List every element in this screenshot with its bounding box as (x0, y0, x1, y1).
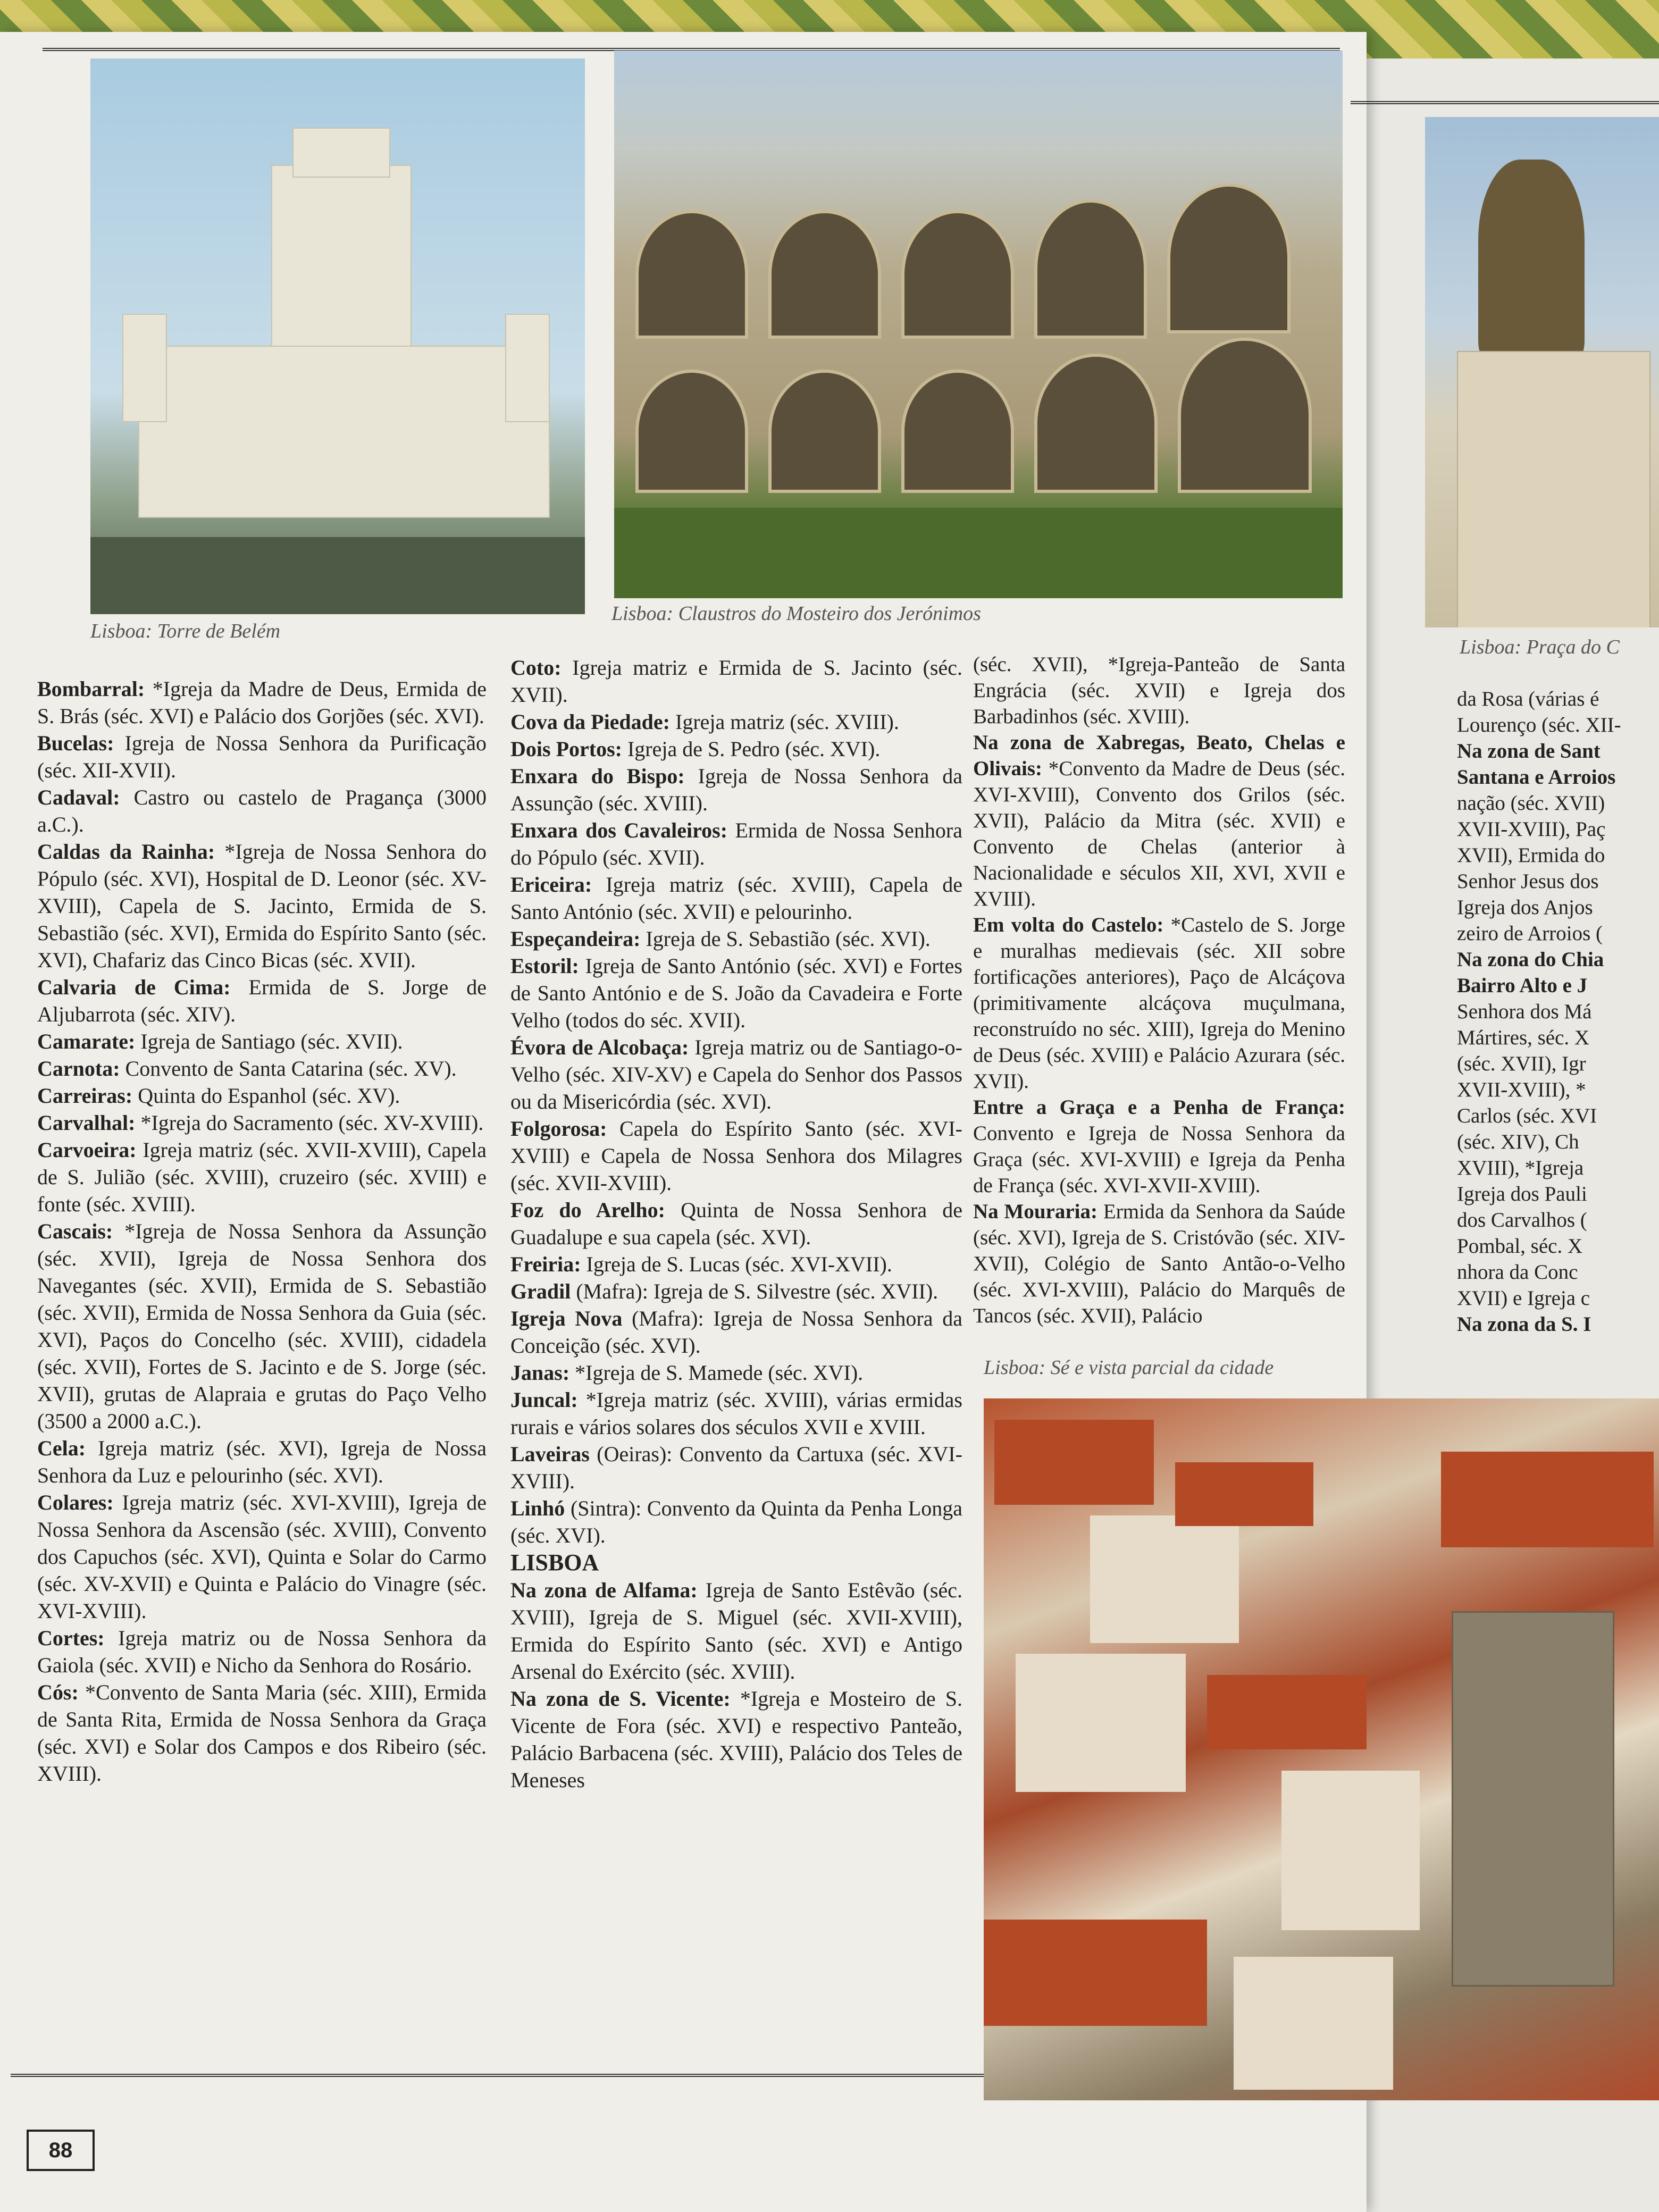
gazetteer-entry (510, 952, 962, 1034)
gazetteer-entry (973, 1094, 1345, 1199)
entry-description: Capela do Espírito Santo (séc. XVI-XVIII) e Capela de Nossa Senhora dos Milagres (séc. XVII-XVIII). (510, 1117, 962, 1195)
gazetteer-entry (510, 1196, 962, 1251)
gazetteer-entry (510, 871, 962, 925)
gazetteer-entry (510, 708, 962, 735)
entry-description: Igreja de Santiago (séc. XVII). (135, 1029, 403, 1053)
cropped-text-line: XVII-XVIII), Paç (1457, 818, 1606, 841)
entry-place-name: Na Mouraria: (973, 1200, 1098, 1223)
entry-description: (Mafra): Igreja de Nossa Senhora da Conceição (séc. XVI). (510, 1306, 962, 1358)
entry-description: Igreja matriz (séc. XVI), Igreja de Nossa Senhora da Luz e pelourinho (séc. XVI). (37, 1436, 487, 1487)
cloister-garden (614, 508, 1343, 598)
cropped-text-line: nação (séc. XVII) (1457, 792, 1605, 815)
cropped-text-line: Na zona da S. I (1457, 1313, 1591, 1336)
entry-description: Igreja matriz (séc. XVIII). (670, 710, 899, 734)
gazetteer-entry (37, 1218, 487, 1435)
gazetteer-entry (510, 925, 962, 952)
cloister-arch (1034, 199, 1147, 339)
cropped-text-line: Igreja dos Pauli (1457, 1183, 1587, 1205)
entry-place-name: Cortes: (37, 1626, 105, 1650)
cropped-text-line: XVII) e Igreja c (1457, 1287, 1590, 1310)
gazetteer-entry (510, 1251, 962, 1278)
entry-place-name: Gradil (510, 1279, 571, 1303)
entry-description: Igreja de S. Sebastião (séc. XVI). (640, 927, 931, 951)
entry-place-name: Calvaria de Cima: (37, 975, 231, 999)
entry-place-name: Carnota: (37, 1057, 120, 1080)
entry-place-name: Entre a Graça e a Penha de França: (973, 1096, 1345, 1119)
entry-place-name: Évora de Alcobaça: (510, 1035, 689, 1059)
caption-statue: Lisboa: Praça do C (1460, 636, 1620, 658)
cloister-arch (635, 210, 748, 339)
entry-description: Ermida de S. Jorge de Aljubarrota (séc. XIV). (37, 975, 487, 1026)
tower-turret-left (122, 314, 167, 422)
gazetteer-entry (973, 912, 1345, 1094)
text-column-1 (37, 675, 487, 1787)
cropped-text-line: Na zona de Sant (1457, 740, 1601, 763)
cropped-text-line: XVII), Ermida do (1457, 844, 1605, 867)
entry-place-name: Ericeira: (510, 873, 592, 896)
city-roof (984, 1920, 1207, 2026)
entry-place-name: Freiria: (510, 1252, 581, 1276)
entry-description: (Mafra): Igreja de S. Silvestre (séc. XVII). (571, 1279, 939, 1303)
statue-pedestal (1457, 351, 1650, 627)
gazetteer-entry (37, 1435, 487, 1489)
entry-place-name: Espeçandeira: (510, 927, 641, 951)
tower-bastion (138, 346, 550, 518)
gazetteer-entry (510, 654, 962, 708)
entry-place-name: Janas: (510, 1361, 570, 1385)
entry-place-name: Linhó (510, 1496, 565, 1520)
gazetteer-entry (973, 651, 1345, 730)
gazetteer-entry (37, 1489, 487, 1624)
text-column-2 (510, 654, 962, 1794)
entry-description: *Igreja do Sacramento (séc. XV-XVIII). (135, 1111, 484, 1135)
gazetteer-entry (37, 784, 487, 838)
gazetteer-entry (510, 1278, 962, 1305)
entry-description: Convento de Santa Catarina (séc. XV). (120, 1057, 457, 1080)
cropped-text-line: Senhor Jesus dos (1457, 870, 1599, 893)
entry-description: Igreja matriz (séc. XVII-XVIII), Capela de S. Julião (séc. XVIII), cruzeiro (séc. XVIII) e fonte (séc. XVIII). (37, 1138, 487, 1216)
entry-place-name: Camarate: (37, 1029, 136, 1053)
city-building (1234, 1957, 1393, 2090)
gazetteer-entry (37, 838, 487, 974)
gazetteer-entry (37, 1082, 487, 1109)
cloister-arch (901, 370, 1014, 493)
cropped-text-line: zeiro de Arroios ( (1457, 922, 1603, 945)
section-heading (510, 1549, 962, 1577)
entry-description: Igreja matriz (séc. XVIII), Capela de Santo António (séc. XVII) e pelourinho. (510, 873, 962, 924)
entry-place-name: Cova da Piedade: (510, 710, 670, 734)
caption-belem: Lisboa: Torre de Belém (90, 620, 281, 642)
entry-place-name: Carreiras: (37, 1084, 133, 1108)
cropped-text-line: Bairro Alto e J (1457, 974, 1588, 997)
entry-place-name: Dois Portos: (510, 737, 622, 761)
entry-place-name: Na zona de S. Vicente: (510, 1687, 731, 1711)
entry-description: (Oeiras): Convento da Cartuxa (séc. XVI-XVIII). (510, 1442, 962, 1493)
cropped-text-line: (séc. XVII), Igr (1457, 1052, 1586, 1075)
entry-description: Igreja matriz e Ermida de S. Jacinto (séc. XVII). (510, 656, 962, 707)
entry-description: Igreja de S. Lucas (séc. XVI-XVII). (581, 1252, 892, 1276)
entry-description: Igreja de Santo António (séc. XVI) e Fortes de Santo António e de S. João da Cavadeira e Forte Velho (todos do séc. XVII). (510, 954, 962, 1032)
city-building (1090, 1515, 1239, 1643)
gazetteer-entry (510, 1386, 962, 1440)
gazetteer-entry (973, 1199, 1345, 1329)
cropped-text-line: nhora da Conc (1457, 1261, 1578, 1284)
entry-description: *Igreja matriz (séc. XVIII), várias ermidas rurais e vários solares dos séculos XVII e XVIII. (510, 1388, 962, 1439)
entry-place-name: Igreja Nova (510, 1306, 623, 1330)
text-column-4-cropped (1457, 686, 1659, 1337)
cloister-arch (1167, 183, 1291, 333)
entry-place-name: Caldas da Rainha: (37, 840, 215, 864)
photo-praca-statue (1425, 117, 1659, 627)
entry-description: Convento e Igreja de Nossa Senhora da Graça (séc. XVI-XVIII) e Igreja da Penha de França (séc. XVI-XVII-XVIII). (973, 1122, 1345, 1197)
entry-description: *Convento da Madre de Deus (séc. XVI-XVIII), Convento dos Grilos (séc. XVII), Palácio da Mitra (séc. XVII) e Convento de Chelas (anterior à Nacionalidade e séculos XII, XVI, XVII e XVIII). (973, 757, 1345, 910)
gazetteer-entry (510, 1577, 962, 1685)
city-roof (1175, 1462, 1313, 1526)
city-roof (994, 1420, 1154, 1505)
city-roof (1441, 1452, 1654, 1547)
entry-description: (séc. XVII), *Igreja-Panteão de Santa Engrácia (séc. XVII) e Igreja dos Barbadinhos (séc. XVIII). (973, 653, 1345, 728)
city-building (1016, 1654, 1186, 1792)
entry-place-name: Bucelas: (37, 731, 114, 755)
cloister-arch (1178, 338, 1312, 493)
entry-place-name: LISBOA (510, 1549, 599, 1576)
entry-description: Igreja de S. Pedro (séc. XVI). (622, 737, 881, 761)
gazetteer-entry (510, 1495, 962, 1549)
gazetteer-entry (973, 730, 1345, 912)
cropped-text-line: Mártires, séc. X (1457, 1026, 1590, 1049)
page-number: 88 (27, 2130, 95, 2171)
tower-top (292, 128, 390, 178)
gazetteer-entry (510, 735, 962, 763)
entry-place-name: Cadaval: (37, 785, 120, 809)
entry-place-name: Coto: (510, 656, 562, 680)
statue-figure (1478, 160, 1585, 362)
tower-turret-right (505, 314, 550, 422)
cropped-text-line: XVIII), *Igreja (1457, 1157, 1584, 1179)
entry-place-name: Colares: (37, 1490, 114, 1514)
photo-se-cidade (984, 1398, 1659, 2100)
gazetteer-entry (37, 974, 487, 1028)
cathedral-se (1452, 1611, 1614, 1987)
gazetteer-entry (37, 675, 487, 730)
entry-place-name: Em volta do Castelo: (973, 914, 1164, 936)
entry-description: *Igreja e Mosteiro de S. Vicente de Fora (séc. XVI) e respectivo Panteão, Palácio Barbacena (séc. XVIII), Palácio dos Teles de Meneses (510, 1687, 962, 1792)
entry-description: *Igreja de S. Mamede (séc. XVI). (569, 1361, 864, 1385)
entry-place-name: Cela: (37, 1436, 86, 1460)
cropped-text-line: (séc. XIV), Ch (1457, 1130, 1579, 1153)
entry-place-name: Bombarral: (37, 677, 145, 701)
gazetteer-entry (510, 763, 962, 817)
entry-place-name: Cós: (37, 1680, 79, 1704)
gazetteer-entry (37, 1028, 487, 1055)
caption-se: Lisboa: Sé e vista parcial da cidade (984, 1356, 1274, 1379)
entry-description: *Castelo de S. Jorge e muralhas medievais (séc. XII sobre fortificações anteriores), Paço de Alcáçova (primitivamente alcáçova muçulmana, reconstruído no séc. XIII), Igreja do Menino de Deus (séc. XVIII) e Palácio Azurara (séc. XVII). (973, 914, 1345, 1093)
entry-place-name: Foz do Arelho: (510, 1198, 665, 1222)
gazetteer-entry (510, 1305, 962, 1359)
gazetteer-entry (37, 1136, 487, 1218)
river-shore (90, 537, 585, 614)
city-roof (1207, 1675, 1367, 1749)
entry-description: Quinta de Nossa Senhora de Guadalupe e sua capela (séc. XVI). (510, 1198, 962, 1249)
entry-place-name: Folgorosa: (510, 1117, 607, 1141)
cropped-text-line: Senhora dos Má (1457, 1000, 1592, 1023)
entry-description: Castro ou castelo de Pragança (3000 a.C.). (37, 785, 487, 836)
cropped-text-line: XVII-XVIII), * (1457, 1078, 1586, 1101)
cropped-text-line: Carlos (séc. XVI (1457, 1104, 1597, 1127)
entry-description: Igreja de Nossa Senhora da Assunção (séc. XVIII). (510, 764, 962, 815)
gazetteer-entry (510, 1359, 962, 1386)
cropped-text-line: Na zona do Chia (1457, 948, 1604, 971)
entry-description: *Igreja da Madre de Deus, Ermida de S. Brás (séc. XVI) e Palácio dos Gorjões (séc. XVI). (37, 677, 487, 728)
entry-place-name: Carvoeira: (37, 1138, 137, 1162)
entry-description: Igreja de Santo Estêvão (séc. XVIII), Igreja de S. Miguel (séc. XVII-XVIII), Ermida do Espírito Santo (séc. XVI) e Antigo Arsenal do Exército (séc. XVIII). (510, 1578, 962, 1683)
entry-description: Igreja matriz ou de Santiago-o-Velho (séc. XIV-XV) e Capela do Senhor dos Passos ou da Misericórdia (séc. XVI). (510, 1035, 962, 1113)
entry-description: Igreja matriz (séc. XVI-XVIII), Igreja de Nossa Senhora da Ascensão (séc. XVIII), Convento dos Capuchos (séc. XVI), Quinta e Solar do Carmo (séc. XV-XVII) e Quinta e Palácio do Vinagre (séc. XVI-XVIII). (37, 1490, 487, 1623)
entry-place-name: Enxara do Bispo: (510, 764, 685, 788)
entry-description: Igreja de Nossa Senhora da Purificação (séc. XII-XVII). (37, 731, 487, 782)
entry-description: Quinta do Espanhol (séc. XV). (132, 1084, 400, 1108)
entry-place-name: Laveiras (510, 1442, 590, 1466)
cropped-text-line: Lourenço (séc. XII- (1457, 714, 1621, 736)
entry-description: Igreja matriz ou de Nossa Senhora da Gaiola (séc. XVII) e Nicho da Senhora do Rosário. (37, 1626, 487, 1677)
entry-description: Ermida da Senhora da Saúde (séc. XVI), Igreja de S. Cristóvão (séc. XIV-XVII), Colégio de Santo Antão-o-Velho (séc. XVI-XVIII), Palácio do Marquês de Tancos (séc. XVII), Palácio (973, 1200, 1346, 1327)
entry-description: Ermida de Nossa Senhora do Pópulo (séc. XVII). (510, 818, 962, 869)
gazetteer-entry (510, 1685, 962, 1794)
top-rule-facing (1351, 101, 1659, 104)
entry-place-name: Juncal: (510, 1388, 578, 1412)
entry-place-name: Na zona de Alfama: (510, 1578, 698, 1602)
gazetteer-entry (37, 730, 487, 784)
entry-place-name: Na zona de Xabregas, Beato, Chelas e Olivais: (973, 731, 1345, 780)
cropped-text-line: Igreja dos Anjos (1457, 896, 1593, 919)
cropped-text-line: dos Carvalhos ( (1457, 1209, 1587, 1231)
gazetteer-entry (37, 1679, 487, 1787)
photo-torre-de-belem (90, 58, 585, 614)
cropped-text-line: da Rosa (várias é (1457, 688, 1599, 710)
entry-description: *Igreja de Nossa Senhora do Pópulo (séc. XVI), Hospital de D. Leonor (séc. XV-XVIII), Capela de S. Jacinto, Ermida de S. Sebastião (séc. XVI), Ermida do Espírito Santo (séc. XVI), Chafariz das Cinco Bicas (séc. XVII). (37, 840, 487, 972)
entry-place-name: Carvalhal: (37, 1111, 136, 1135)
gazetteer-entry (510, 1034, 962, 1115)
entry-place-name: Enxara dos Cavaleiros: (510, 818, 728, 842)
gazetteer-entry (37, 1055, 487, 1082)
gazetteer-entry (510, 1115, 962, 1196)
entry-place-name: Estoril: (510, 954, 579, 978)
cropped-text-line: Santana e Arroios (1457, 766, 1616, 789)
photo-claustros-jeronimos (614, 51, 1343, 598)
cloister-arch (768, 210, 881, 339)
cloister-arch (901, 210, 1014, 339)
entry-description: (Sintra): Convento da Quinta da Penha Longa (séc. XVI). (510, 1496, 962, 1547)
gazetteer-entry (510, 1440, 962, 1495)
cloister-arch (635, 370, 748, 493)
city-building (1281, 1771, 1420, 1930)
text-column-3 (973, 651, 1345, 1329)
entry-description: *Convento de Santa Maria (séc. XIII), Ermida de Santa Rita, Ermida de Nossa Senhora da Graça (séc. XVI) e Solar dos Campos e dos Ribeiro (séc. XVIII). (37, 1680, 487, 1786)
cropped-text-line: Pombal, séc. X (1457, 1235, 1583, 1258)
gazetteer-entry (510, 817, 962, 871)
entry-description: *Igreja de Nossa Senhora da Assunção (séc. XVII), Igreja de Nossa Senhora dos Navegantes (séc. XVII), Ermida de S. Sebastião (séc. XVII), Ermida de Nossa Senhora da Guia (séc. XVI), Paços do Concelho (séc. XVIII), cidadela (séc. XVII), Fortes de S. Jacinto e de S. Jorge (séc. XVII), grutas de Alapraia e grutas do Paço Velho (3500 a 2000 a.C.). (37, 1219, 487, 1433)
gazetteer-entry (37, 1109, 487, 1136)
entry-place-name: Cascais: (37, 1219, 113, 1243)
gazetteer-entry (37, 1624, 487, 1679)
cloister-arch (768, 370, 881, 493)
cloister-arch (1034, 354, 1158, 493)
caption-jeronimos: Lisboa: Claustros do Mosteiro dos Jerónimos (611, 602, 981, 625)
